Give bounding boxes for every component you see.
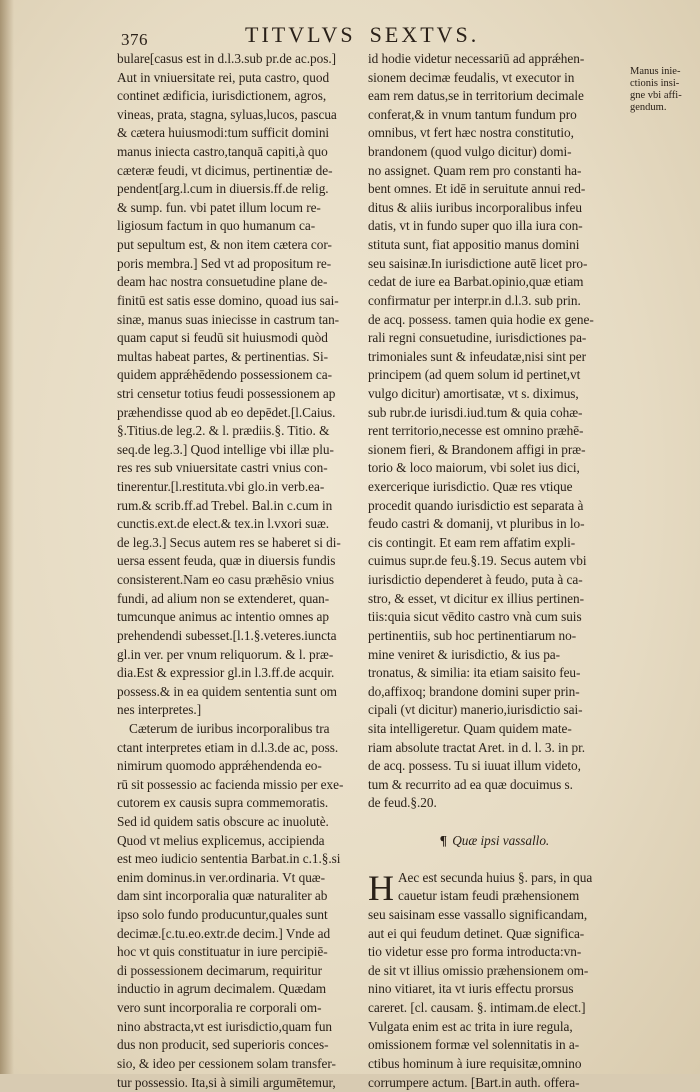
text-line: ctibus hominum à iure requisitæ,omnino [368, 1055, 582, 1071]
text-line: sionem fieri, & Brandonem affigi in præ- [368, 441, 586, 457]
book-spine-shadow [0, 0, 14, 1074]
text-line: nes interpretes.] [117, 702, 202, 718]
text-line: Aec est secunda huius §. pars, in qua [398, 869, 593, 885]
text-line: hoc vt quis constituatur in iure percipiē- [117, 944, 328, 960]
text-line: tumcunque animus ac intentio omnes ap [117, 609, 329, 625]
text-line: Sed id quidem satis obscure ac inuolutè. [117, 813, 329, 829]
text-line: nimirum quomodo apprǽhendenda eo- [117, 758, 322, 774]
text-line: cunctis.ext.de elect.& tex.in l.vxori suæ. [117, 516, 330, 532]
text-line: consisterent.Nam eo casu præhēsio vnius [117, 572, 335, 588]
margin-note-line: Manus inie- [630, 66, 681, 77]
right-column-part-2 [368, 906, 621, 1092]
text-line: stri censetur totius feudi possessionem ap [117, 385, 336, 401]
text-line: cis contingit. Et eam rem affatim expli- [368, 534, 576, 550]
text-line: poris membra.] Sed vt ad propositum re- [117, 255, 332, 271]
text-line: quam caput si feudū sit huiusmodi quòd [117, 330, 328, 346]
text-line: possess.& in ea quidem sententia sunt om [117, 683, 337, 699]
text-line: nino abstracta,vt est iurisdictio,quam fun [117, 1018, 333, 1034]
text-line: Quod vt melius explicemus, accipienda [117, 832, 325, 848]
text-line: multas habeat partes, & pertinentias. Si- [117, 348, 329, 364]
text-line: no assignet. Quam rem pro constanti ha- [368, 162, 582, 178]
text-line: Aut in vniuersitate rei, puta castro, quod [117, 69, 330, 85]
text-line: bent omnes. Et idē in seruitute annui red- [368, 181, 586, 197]
text-line: stituta sunt, fiat appositio manus domini [368, 237, 580, 253]
running-head [245, 22, 479, 48]
text-line: corrumpere actum. [Bart.in auth. offera- [368, 1074, 580, 1090]
text-line: finitū est satis esse domino, quoad ius sai- [117, 292, 339, 308]
text-line: fundi, ad alium non se extenderet, quan- [117, 590, 330, 606]
margin-note [630, 66, 692, 114]
text-line: omnibus, vt fert hæc nostra constitutio, [368, 125, 574, 141]
text-line: rent territorio,necesse est omnino præhē- [368, 423, 584, 439]
text-line: tio videtur esse pro forma introducta:vn- [368, 944, 582, 960]
text-line: uersa essent feuda, quæ in diuersis fundis [117, 553, 336, 569]
text-line: tinerentur.[l.restituta.vbi glo.in verb.ea- [117, 479, 325, 495]
text-line: deam hac nostra consuetudine plane de- [117, 274, 328, 290]
text-line: inductio in agrum decimalem. Quædam [117, 981, 327, 997]
text-line: tur possessio. Ita,si à simili argumētemur, [117, 1074, 336, 1090]
text-line: conferat,& in vnum tantum fundum pro [368, 106, 577, 122]
text-line: brandonem (quod vulgo dicitur) domi- [368, 144, 572, 160]
text-line: stro, & esset, vt dicitur ex illius pertinen- [368, 590, 584, 606]
text-line: vero sunt incorporalia re corporali om- [117, 1000, 322, 1016]
text-line: bulare[casus est in d.l.3.sub pr.de ac.pos.] [117, 51, 336, 66]
text-line: de sit vt illius omissio præhensionem om- [368, 962, 589, 978]
text-line: dam sint incorporalia quæ naturaliter ab [117, 888, 328, 904]
drop-cap-letter: H [368, 867, 394, 908]
margin-note-line: gne vbi affi- [630, 90, 682, 101]
text-line: continet ædificia, iurisdictionem, agros, [117, 88, 327, 104]
text-line: aut ei qui feudum detinet. Quæ significa- [368, 925, 585, 941]
text-line: vineas, prata, stagna, syluas,lucos, pascua [117, 106, 337, 122]
text-line: do,affixoq; brandone domini super prin- [368, 683, 580, 699]
text-line: procedit quando iurisdictio est separata à [368, 497, 584, 513]
text-line: rū sit possessio ac facienda missio per exe- [117, 776, 344, 792]
text-line: cuimus supr.de feu.§.19. Secus autem vbi [368, 553, 587, 569]
text-line: di possessionem decimarum, requiritur [117, 962, 322, 978]
text-line: sinæ, manus suas iniecisse in castrum tan- [117, 311, 340, 327]
page-header [0, 10, 700, 50]
text-line: rali regni consuetudine, iurisdictiones pa- [368, 330, 587, 346]
drop-cap-lines [368, 869, 621, 906]
text-line: cipali (vt dicitur) manerio,iurisdictio sai- [368, 702, 583, 718]
text-line: prehendendi subesset.[l.1.§.veteres.iuncta [117, 627, 337, 643]
text-line: cæteræ feudi, vt dicimus, pertinentiæ de- [117, 162, 333, 178]
text-line: de leg.3.] Secus autem res se haberet si di- [117, 534, 341, 550]
text-line: sionem decimæ feudalis, vt executor in [368, 69, 575, 85]
margin-note-line: gendum. [630, 102, 667, 113]
text-line: rum.& scrib.ff.ad Trebel. Bal.in c.cum in [117, 497, 333, 513]
text-line: dus non producit, sed superioris conces- [117, 1037, 329, 1053]
text-line: torio & loco maiorum, vbi solet ius dici, [368, 460, 580, 476]
text-line: exercerique iurisdictio. Quæ res vtique [368, 479, 573, 495]
text-line: pertinentiis, sub hoc pertinentiarum no- [368, 627, 577, 643]
text-line: & sump. fun. vbi patet illum locum re- [117, 199, 321, 215]
margin-note-line: ctionis insi- [630, 78, 680, 89]
text-line: seu saisinæ.In iurisdictione autē licet pro- [368, 255, 588, 271]
text-line: principem (ad quem solum id pertinet,vt [368, 367, 581, 383]
right-column-part-1 [368, 50, 621, 813]
text-line: sub rubr.de iurisdi.iud.tum & quia cohæ- [368, 404, 583, 420]
text-line: cedat de iure ea Barbat.opinio,quæ etiam [368, 274, 584, 290]
text-line: trimoniales sunt & infeudatæ,nisi sint per [368, 348, 587, 364]
text-line: datis, vt in fundo super quo illa iura con- [368, 218, 583, 234]
text-line: nino vitiaret, ita vt iuris effectu prorsus [368, 981, 574, 997]
text-line: gl.in ver. per vnum reliquorum. & l. præ- [117, 646, 334, 662]
text-line: cutorem ex causis supra commemoratis. [117, 795, 329, 811]
text-line: iurisdictio dependeret à feudo, puta à ca- [368, 572, 583, 588]
text-line: dia.Est & expressior gl.in l.3.ff.de acquir. [117, 665, 335, 681]
text-line: riam absolute tractat Aret. in d. l. 3. in pr. [368, 739, 586, 755]
left-text-column [117, 50, 357, 1092]
text-line: sita intelligeretur. Quam quidem mate- [368, 720, 572, 736]
text-line: id hodie videtur necessariū ad apprǽhen- [368, 51, 585, 66]
text-line: §.Titius.de leg.2. & l. prædiis.§. Titio. & [117, 423, 330, 439]
text-line: de acq. possess. tamen quia hodie ex gene- [368, 311, 594, 327]
page-number: 376 [121, 30, 148, 49]
running-head-word-2: SEXTVS. [369, 22, 480, 47]
text-line: Vulgata enim est ac trita in iure regula, [368, 1018, 573, 1034]
text-line: careret. [cl. causam. §. intimam.de elect.] [368, 1000, 586, 1016]
text-line: sio, & ideo per cessionem solam transfer- [117, 1055, 336, 1071]
section-heading-text: Quæ ipsi vassallo. [452, 832, 550, 848]
section-opening [368, 869, 621, 906]
text-line: eam rem datus,se in territorium decimale [368, 88, 584, 104]
text-line: confirmatur per interpr.in d.l.3. sub prin. [368, 292, 581, 308]
text-line: tronatus, & similia: ita etiam saisito feu- [368, 665, 581, 681]
text-line: tiis:quia sicut vēdito castro vnà cum suis [368, 609, 582, 625]
text-line: decimæ.[c.tu.eo.extr.de decim.] Vnde ad [117, 925, 331, 941]
text-line: enim dominus.in ver.ordinaria. Vt quæ- [117, 869, 325, 885]
text-line: ctant interpretes etiam in d.l.3.de ac, poss. [117, 739, 339, 755]
text-line: ligiosum factum in quo humanum ca- [117, 218, 316, 234]
text-line: mine veniret & iurisdictio, & ius pa- [368, 646, 561, 662]
text-line: manus iniecta castro,tanquā capiti,à quo [117, 144, 328, 160]
right-text-column [368, 50, 621, 1092]
text-line: de acq. possess. Tu si iuuat illum videto, [368, 758, 581, 774]
text-line: ditus & aliis iuribus incorporalibus infeu [368, 199, 582, 215]
text-line: put sepultum est, & non item cætera cor- [117, 237, 332, 253]
text-line: Cæterum de iuribus incorporalibus tra [129, 720, 330, 736]
running-head-word-1: TITVLVS [245, 22, 356, 47]
section-heading [368, 832, 621, 851]
text-line: res res sub vniuersitate castri vnius con- [117, 460, 328, 476]
text-line: seq.de leg.3.] Quod intellige vbi illæ plu- [117, 441, 334, 457]
text-line: de feud.§.20. [368, 795, 437, 811]
pilcrow-mark: ¶ [439, 832, 447, 848]
text-line: tum & recurrito ad ea quæ docuimus s. [368, 776, 573, 792]
text-line: vulgo dicitur) amortisatæ, vt s. diximus, [368, 385, 579, 401]
text-line: seu saisinam esse vassallo significandam, [368, 907, 588, 923]
text-line: quidem apprǽhēdendo possessionem ca- [117, 367, 332, 383]
text-line: & cætera huiusmodi:tum sufficit domini [117, 125, 330, 141]
text-line: cauetur istam feudi præhensionem [398, 888, 580, 904]
text-line: ipso solo fundo producuntur,quales sunt [117, 907, 328, 923]
text-line: pendent[arg.l.cum in diuersis.ff.de relig. [117, 181, 329, 197]
text-line: feudo castri & domanij, vt pluribus in lo- [368, 516, 585, 532]
text-line: præhendisse quod ab eo depēdet.[l.Caius. [117, 404, 336, 420]
text-line: est meo iudicio sententia Barbat.in c.1.§.si [117, 851, 341, 867]
text-line: omissionem formæ vel solennitatis in a- [368, 1037, 580, 1053]
